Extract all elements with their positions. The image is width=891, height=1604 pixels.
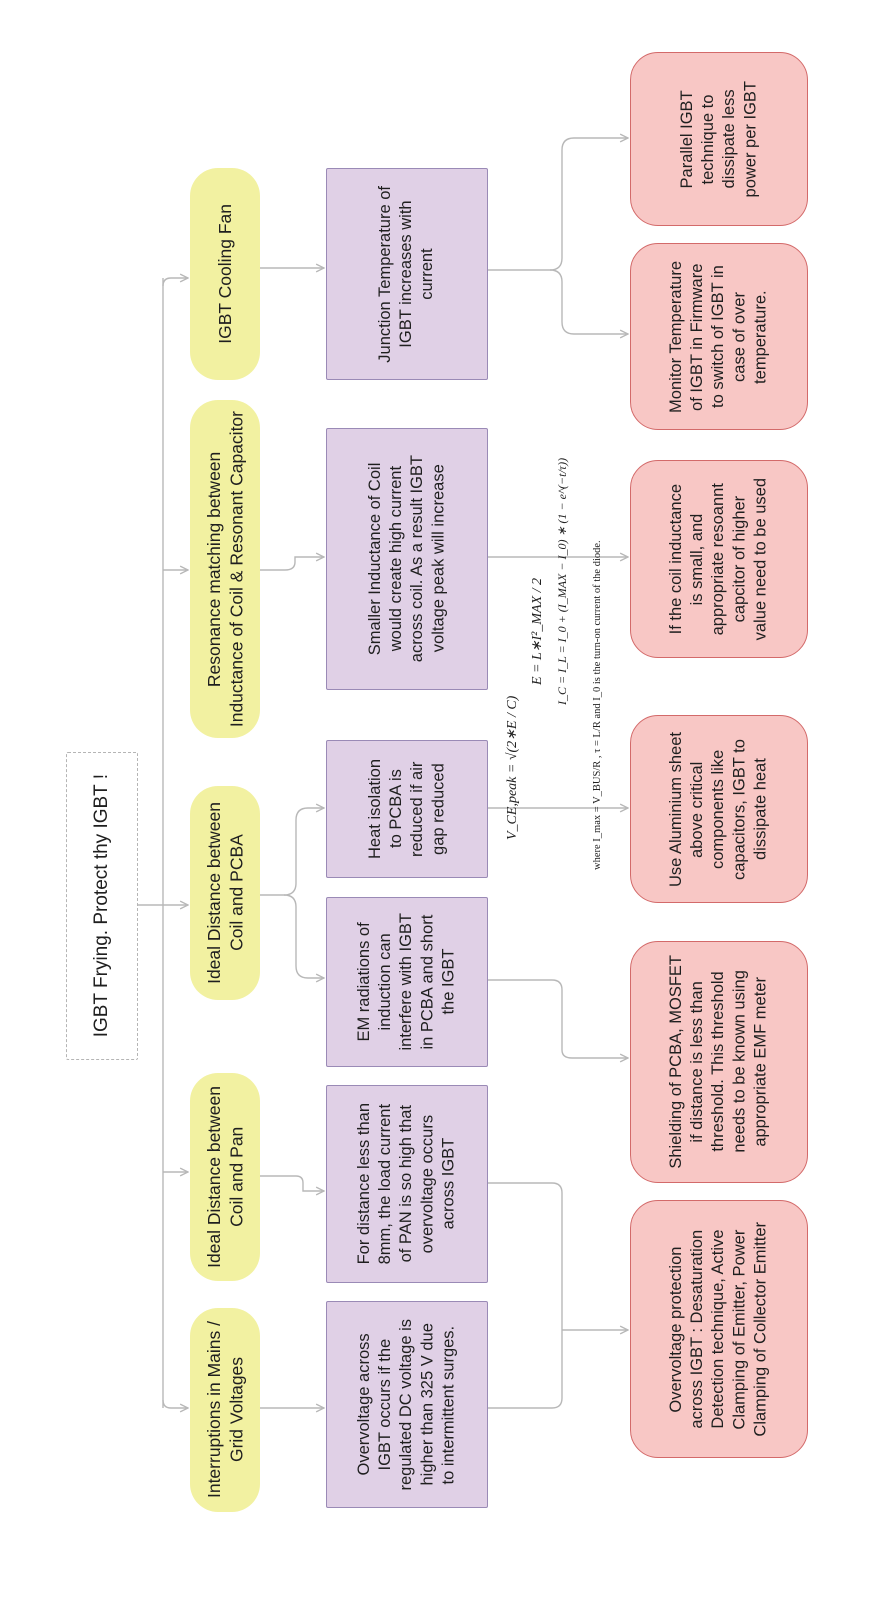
cause-label: For distance less than 8mm, the load current of PAN is so high that overvoltage occurs across IGBT (355, 1103, 458, 1265)
cause-load-current-pan (326, 1085, 488, 1283)
split-to-parallel (550, 138, 628, 270)
category-label: Ideal Distance between Coil and Pan (203, 1086, 246, 1268)
branch-to-cooling-fan (163, 278, 188, 286)
category-label: Ideal Distance between Coil and PCBA (203, 802, 246, 984)
cause-label: Smaller Inductance of Coil would create high current across coil. As a result IGBT voltage peak will increase (365, 455, 448, 663)
formula-where-note: where I_max = V_BUS/R , τ = L/R and I_0 is the turn-on current of the diode. (592, 540, 603, 870)
category-label: Resonance matching between Inductance of Coil & Resonant Capacitor (203, 410, 246, 728)
formula-energy: E = L∗I²_MAX / 2 (530, 577, 545, 685)
cause-em-radiation (326, 897, 488, 1067)
solution-resonant-capacitor (630, 460, 808, 658)
coilpcba-to-cause-heat (284, 808, 324, 895)
solution-overvoltage-protection (630, 1200, 808, 1458)
category-mains-voltages (190, 1308, 260, 1512)
coilpan-to-cause (260, 1176, 324, 1191)
category-label: Interruptions in Mains / Grid Voltages (203, 1321, 246, 1499)
root-label: IGBT Frying. Protect thy IGBT ! (90, 774, 112, 1038)
cause-small-inductance (326, 428, 488, 690)
branch-to-mains (163, 1400, 188, 1408)
category-coil-pan-distance (190, 1073, 260, 1281)
split-to-monitor (550, 270, 628, 334)
category-label: IGBT Cooling Fan (214, 204, 235, 344)
solution-shielding (630, 941, 808, 1183)
solution-label: Overvoltage protection across IGBT : Desaturation Detection technique, Active Clamping of Emitter, Power Clamping of Collector Emitter (667, 1221, 770, 1437)
cause-overvoltage-surges (326, 1301, 488, 1508)
root-node (66, 752, 138, 1060)
category-cooling-fan (190, 168, 260, 380)
mains-cause-to-merge (488, 1330, 562, 1408)
coilpan-cause-to-merge (488, 1183, 562, 1330)
cause-junction-temperature (326, 168, 488, 380)
coilpcba-to-cause-em (260, 895, 324, 978)
cause-label: Heat isolation to PCBA is reduced if air gap reduced (365, 759, 448, 859)
category-resonance-matching (190, 400, 260, 738)
cause-label: EM radiations of induction can interfere with IGBT in PCBA and short the IGBT (355, 913, 458, 1051)
solution-label: Use Aluminium sheet above critical components like capacitors, IGBT to dissipate heat (667, 731, 770, 887)
cause-label: Overvoltage across IGBT occurs if the regulated DC voltage is higher than 325 V due to intermittent surges. (355, 1318, 458, 1491)
solution-parallel-igbt (630, 52, 808, 226)
solution-label: Shielding of PCBA, MOSFET if distance is less than threshold. This threshold needs to be known using appropriate EMF meter (667, 955, 770, 1169)
formula-vce-peak: V_CE,peak = √(2∗E / C) (505, 695, 520, 840)
cause-heat-isolation (326, 740, 488, 878)
solution-label: Monitor Temperature of IGBT in Firmware to switch of IGBT in case of over temperature. (667, 260, 770, 413)
formula-current: I_C = I_L = I_0 + (I_MAX − I_0) ∗ (1 − e^(−t/τ)) (555, 457, 569, 705)
solution-label: Parallel IGBT technique to dissipate less power per IGBT (677, 80, 760, 198)
solution-label: If the coil inductance is small, and appropriate resoannt capcitor of higher value need to be used (667, 477, 770, 641)
em-cause-to-shielding (488, 980, 628, 1058)
solution-monitor-temperature (630, 243, 808, 430)
solution-aluminium-sheet (630, 715, 808, 903)
cause-label: Junction Temperature of IGBT increases with current (376, 185, 437, 363)
resonance-to-cause (260, 557, 324, 570)
category-coil-pcba-distance (190, 786, 260, 1000)
